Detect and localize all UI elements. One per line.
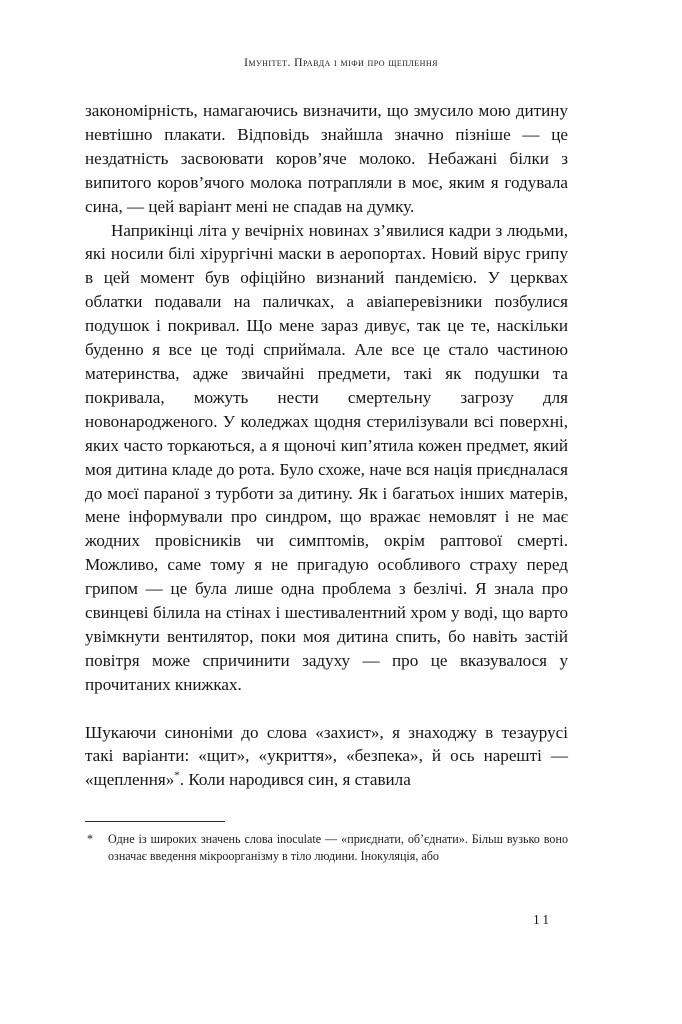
footnote-reference-marker[interactable]: * xyxy=(174,769,180,782)
footnote-separator-rule xyxy=(85,821,225,822)
paragraph-2: Наприкінці літа у вечірніх новинах з’явилися кадри з людьми, які носили білі хірургічні маски в аеропортах. Новий вірус грипу в цей момент був офіційно визнаний пандемією. У церквах облатки подавали на паличках, а авіаперевізники позбулися подушок і покривал. Що мене зараз дивує, так це те, наскільки буденно я все це тоді сприймала. Але все це стало частиною материнства, адже звичайні предмети, такі як подушки та покривала, можуть нести смертельну загрозу для новонародженого. У коледжах щодня стерилізували всі поверхні, яких часто торкаються, а я щоночі кип’ятила кожен предмет, який моя дитина кладе до рота. Було схоже, наче вся нація приєдналася до моєї параної з турботи за дитину. Як і багатьох інших матерів, мене інформували про синдром, що вражає немовлят і не має жодних провісників чи симптомів, окрім раптової смерті. Можливо, саме тому я не пригадую особливого страху перед грипом — це була лише одна проблема з безлічі. Я знала про свинцеві білила на стінах і шестивалентний хром у воді, що варто увімкнути вентилятор, поки моя дитина спить, бо навіть застій повітря може спричинити задуху — про це вказувалося у прочитаних книжках. xyxy=(85,220,568,694)
page-number: 11 xyxy=(532,912,553,927)
paragraph-1: закономірність, намагаючись визначити, що змусило мою дитину невтішно плакати. Відповідь знайшла значно пізніше — це нездатність засвоювати коров’яче молоко. Небажані білки з випитого коров’ячого молока потрапляли в моє, яким я годувала сина, — цей варіант мені не спадав на думку. xyxy=(85,101,568,216)
footnote-symbol: * xyxy=(87,832,94,846)
running-head: Імунітет. Правда і міфи про щеплення xyxy=(244,56,438,69)
paragraph-3-text-after-footnote: . Коли народився син, я ставила xyxy=(179,770,411,790)
paragraph-3 xyxy=(85,721,568,793)
body-text-block xyxy=(85,99,568,792)
footnote-zone xyxy=(85,821,568,866)
paragraph-3-text-before-footnote: Шукаючи синоніми до слова «захист», я знаходжу в тезаурусі такі варіанти: «щит», «укриття», «безпека», й ось нарешті — «щеплення» xyxy=(85,722,568,790)
footnote-text: Одне із широких значень слова inoculate — «приєднати, об’єднати». Більш вузько воно означає введення мікроорганізму в тіло людини. Інокуляція, або xyxy=(108,832,568,864)
footnote-entry xyxy=(85,831,568,866)
